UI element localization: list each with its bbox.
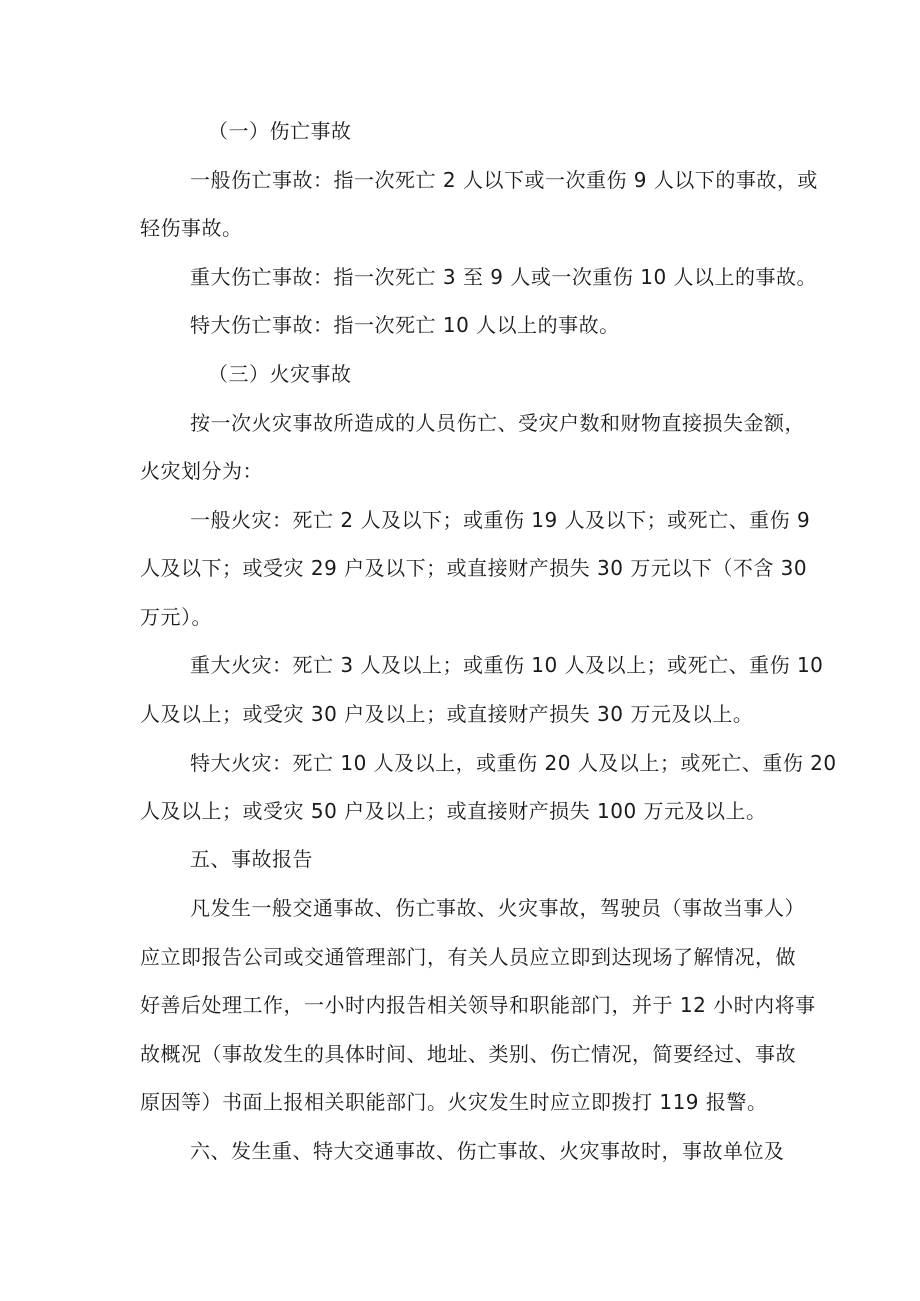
paragraph-report-procedure: 凡发生一般交通事故、伤亡事故、火灾事故，驾驶员（事故当事人） [190,896,805,920]
paragraph-general-fire-cont-1: 人及以下；或受灾 29 户及以下；或直接财产损失 30 万元以下（不含 30 [140,556,808,580]
heading-accident-report: 五、事故报告 [190,847,313,871]
paragraph-major-fire-cont: 人及以上；或受灾 30 户及以上；或直接财产损失 30 万元及以上。 [140,702,754,726]
heading-fire-accidents: （三）火灾事故 [208,362,352,386]
paragraph-fire-classification: 按一次火灾事故所造成的人员伤亡、受灾户数和财物直接损失金额， [190,411,805,435]
paragraph-general-fire: 一般火灾：死亡 2 人及以下；或重伤 19 人及以下；或死亡、重伤 9 [190,508,811,532]
paragraph-general-casualty: 一般伤亡事故：指一次死亡 2 人以下或一次重伤 9 人以下的事故，或 [190,168,818,192]
paragraph-report-procedure-cont-4: 原因等）书面上报相关职能部门。火灾发生时应立即拨打 119 报警。 [140,1090,768,1114]
paragraph-report-procedure-cont-3: 故概况（事故发生的具体时间、地址、类别、伤亡情况，简要经过、事故 [140,1042,796,1066]
paragraph-major-fire: 重大火灾：死亡 3 人及以上；或重伤 10 人及以上；或死亡、重伤 10 [190,653,824,677]
paragraph-fire-classification-cont: 火灾划分为： [140,459,263,483]
paragraph-extra-major-fire-cont: 人及以上；或受灾 50 户及以上；或直接财产损失 100 万元及以上。 [140,799,767,823]
heading-casualty-accidents: （一）伤亡事故 [208,119,352,143]
paragraph-report-procedure-cont-2: 好善后处理工作，一小时内报告相关领导和职能部门，并于 12 小时内将事 [140,993,816,1017]
paragraph-general-casualty-cont: 轻伤事故。 [140,216,243,240]
paragraph-extra-major-casualty: 特大伤亡事故：指一次死亡 10 人以上的事故。 [190,313,620,337]
heading-major-accident-response: 六、发生重、特大交通事故、伤亡事故、火灾事故时，事故单位及 [190,1139,785,1163]
paragraph-extra-major-fire: 特大火灾：死亡 10 人及以上，或重伤 20 人及以上；或死亡、重伤 20 [190,751,837,775]
paragraph-report-procedure-cont-1: 应立即报告公司或交通管理部门，有关人员应立即到达现场了解情况，做 [140,945,796,969]
paragraph-general-fire-cont-2: 万元）。 [140,605,212,629]
paragraph-major-casualty: 重大伤亡事故：指一次死亡 3 至 9 人或一次重伤 10 人以上的事故。 [190,265,818,289]
